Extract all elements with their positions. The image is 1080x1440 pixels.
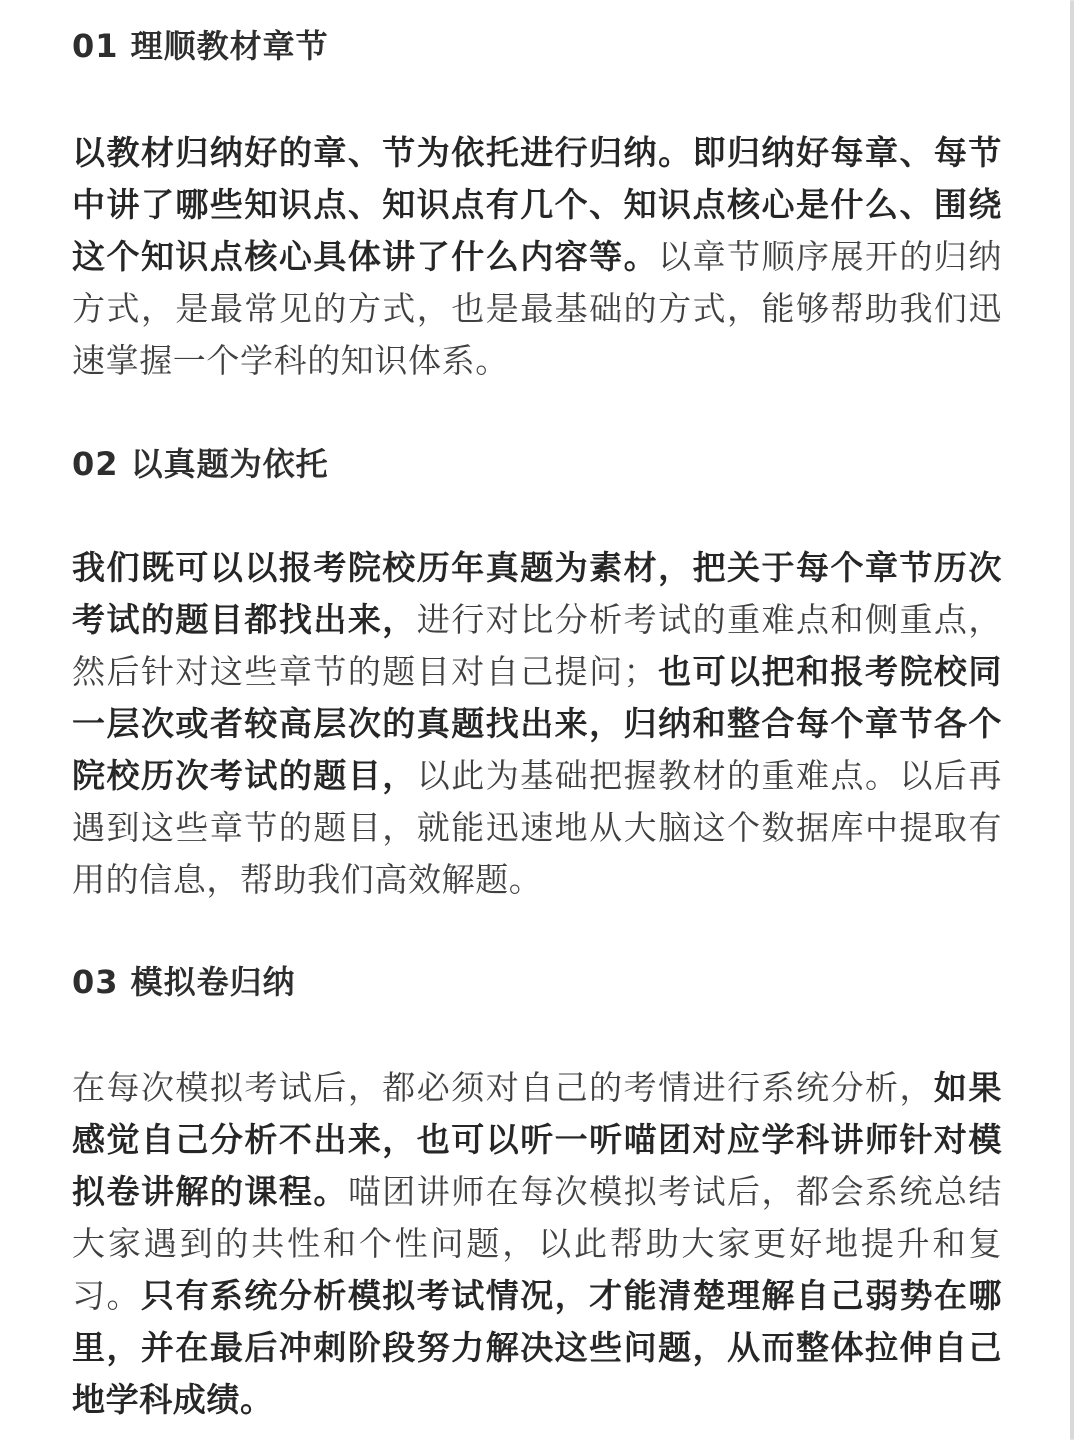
section-2-paragraph (72, 542, 1002, 906)
section-2-run-1: 我们既可以以报考院校历年真题为素材，把关于每个章节历次考试的题目都找出来， (72, 548, 1002, 639)
section-3-run-3: 喵团讲师在每次模拟考试后，都会系统总结大家遇到的共性和个性问题，以此帮助大家更好地提升和复习。 (72, 1172, 1002, 1315)
section-1-paragraph (72, 127, 1002, 387)
section-2-heading: 02 以真题为依托 (72, 445, 329, 483)
section-3-run-4: 只有系统分析模拟考试情况，才能清楚理解自己弱势在哪里，并在最后冲刺阶段努力解决这些问题，从而整体拉伸自己地学科成绩。 (72, 1276, 1003, 1419)
section-1-run-2: 以章节顺序展开的归纳方式，是最常见的方式，也是最基础的方式，能够帮助我们迅速掌握一个学科的知识体系。 (72, 237, 1003, 380)
section-2-run-2: 进行对比分析考试的重难点和侧重点，然后针对这些章节的题目对自己提问； (72, 600, 1003, 691)
section-2-run-4: 以此为基础把握教材的重难点。以后再遇到这些章节的题目，就能迅速地从大脑这个数据库中提取有用的信息，帮助我们高效解题。 (72, 756, 1003, 899)
scrollbar[interactable] (1070, 0, 1074, 1440)
section-1-heading: 01 理顺教材章节 (72, 27, 329, 65)
section-3-run-1: 在每次模拟考试后，都必须对自己的考情进行系统分析， (72, 1068, 934, 1107)
section-1-run-1: 以教材归纳好的章、节为依托进行归纳。即归纳好每章、每节中讲了哪些知识点、知识点有几个、知识点核心是什么、围绕这个知识点核心具体讲了什么内容等。 (72, 133, 1002, 276)
section-3-run-2: 如果感觉自己分析不出来，也可以听一听喵团对应学科讲师针对模拟卷讲解的课程。 (72, 1068, 1002, 1211)
section-2-run-3: 也可以把和报考院校同一层次或者较高层次的真题找出来，归纳和整合每个章节各个院校历次考试的题目， (72, 652, 1003, 795)
section-3-paragraph (72, 1062, 1002, 1426)
section-3-heading: 03 模拟卷归纳 (72, 963, 296, 1001)
